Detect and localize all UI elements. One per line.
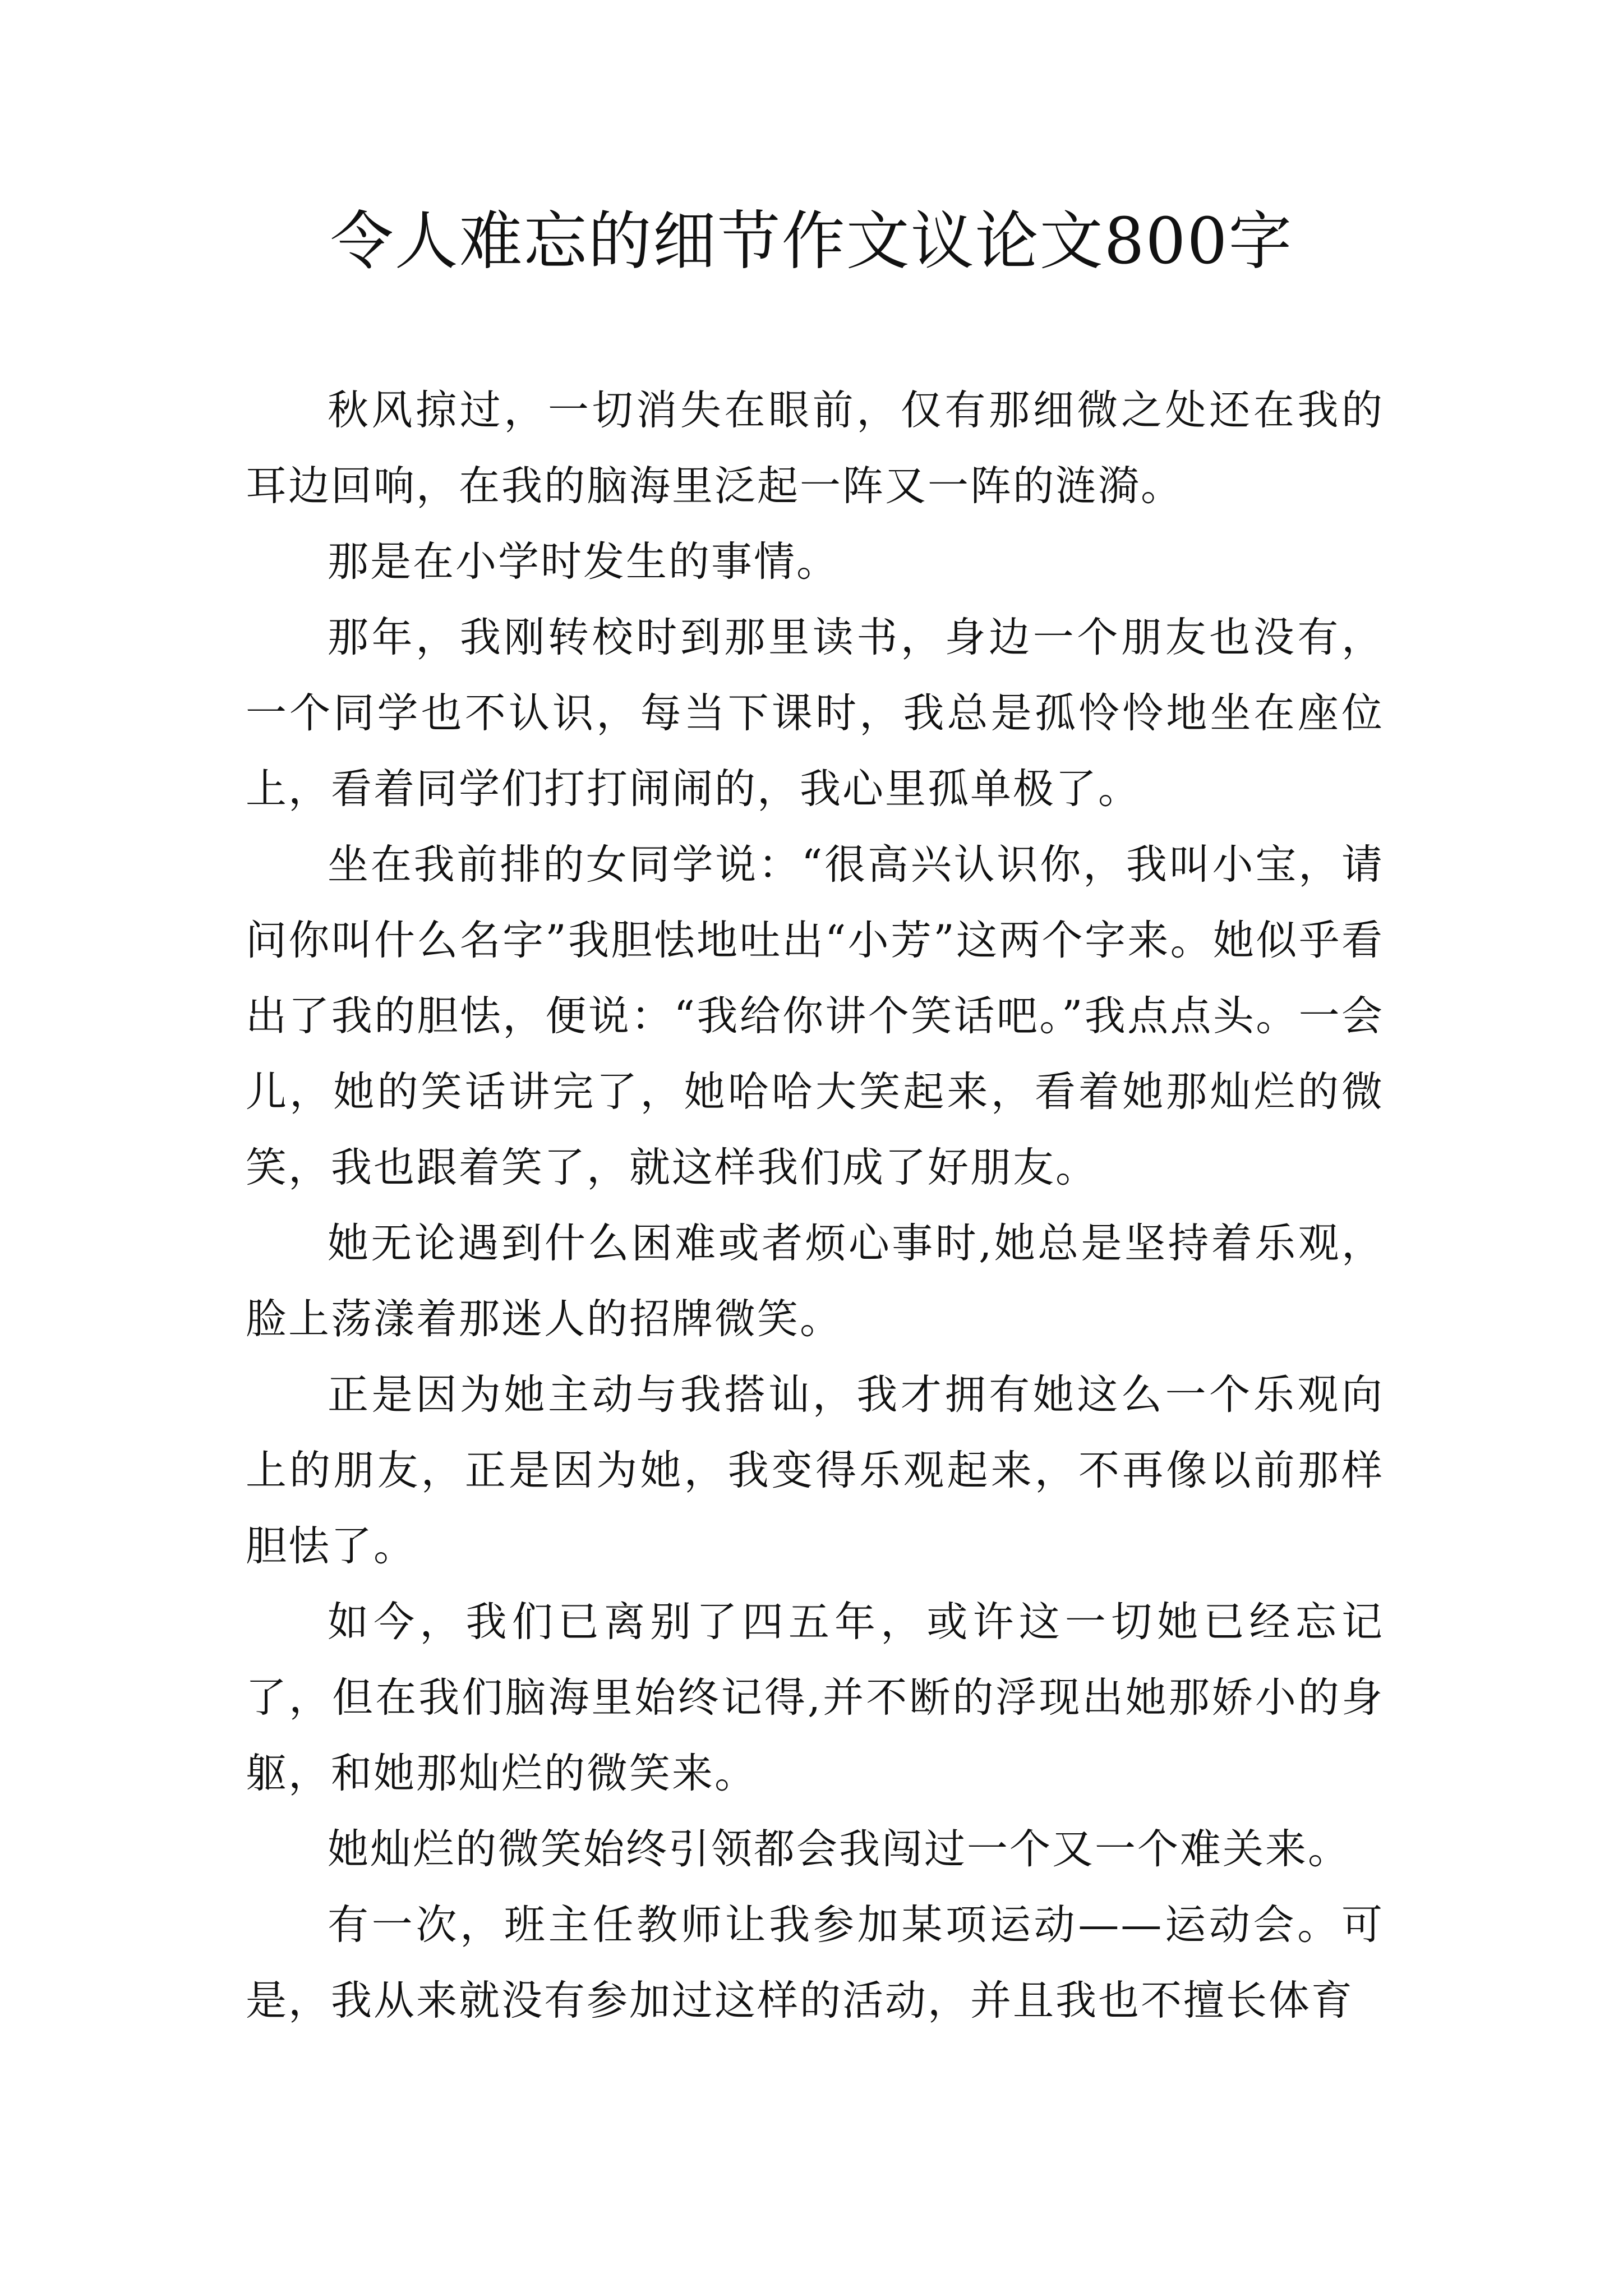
paragraph: 她无论遇到什么困难或者烦心事时,她总是坚持着乐观，脸上荡漾着那迷人的招牌微笑。 xyxy=(246,1220,1384,1343)
document-title: 令人难忘的细节作文议论文800字 xyxy=(330,204,1293,278)
paragraph: 那是在小学时发生的事情。 xyxy=(328,538,839,586)
paragraph: 有一次，班主任教师让我参加某项运动——运动会。可是，我从来就没有参加过这样的活动，并且我也不擅长体育 xyxy=(246,1901,1384,2024)
paragraph: 她灿烂的微笑始终引领都会我闯过一个又一个难关来。 xyxy=(328,1825,1350,1873)
document-body xyxy=(246,372,1384,2039)
paragraph: 那年，我刚转校时到那里读书，身边一个朋友也没有，一个同学也不认识，每当下课时，我总是孤怜怜地坐在座位上，看着同学们打打闹闹的，我心里孤单极了。 xyxy=(246,614,1384,813)
paragraph: 如今，我们已离别了四五年，或许这一切她已经忘记了，但在我们脑海里始终记得,并不断的浮现出她那娇小的身躯，和她那灿烂的微笑来。 xyxy=(246,1598,1384,1797)
paragraph: 坐在我前排的女同学说：“很高兴认识你，我叫小宝，请问你叫什么名字”我胆怯地吐出“小芳”这两个字来。她似乎看出了我的胆怯，便说：“我给你讲个笑话吧。”我点点头。一会儿，她的笑话讲完了，她哈哈大笑起来，看着她那灿烂的微笑，我也跟着笑了，就这样我们成了好朋友。 xyxy=(246,841,1384,1191)
paragraph: 秋风掠过，一切消失在眼前，仅有那细微之处还在我的耳边回响，在我的脑海里泛起一阵又一阵的涟漪。 xyxy=(246,386,1384,510)
paragraph: 正是因为她主动与我搭讪，我才拥有她这么一个乐观向上的朋友，正是因为她，我变得乐观起来，不再像以前那样胆怯了。 xyxy=(246,1371,1384,1570)
